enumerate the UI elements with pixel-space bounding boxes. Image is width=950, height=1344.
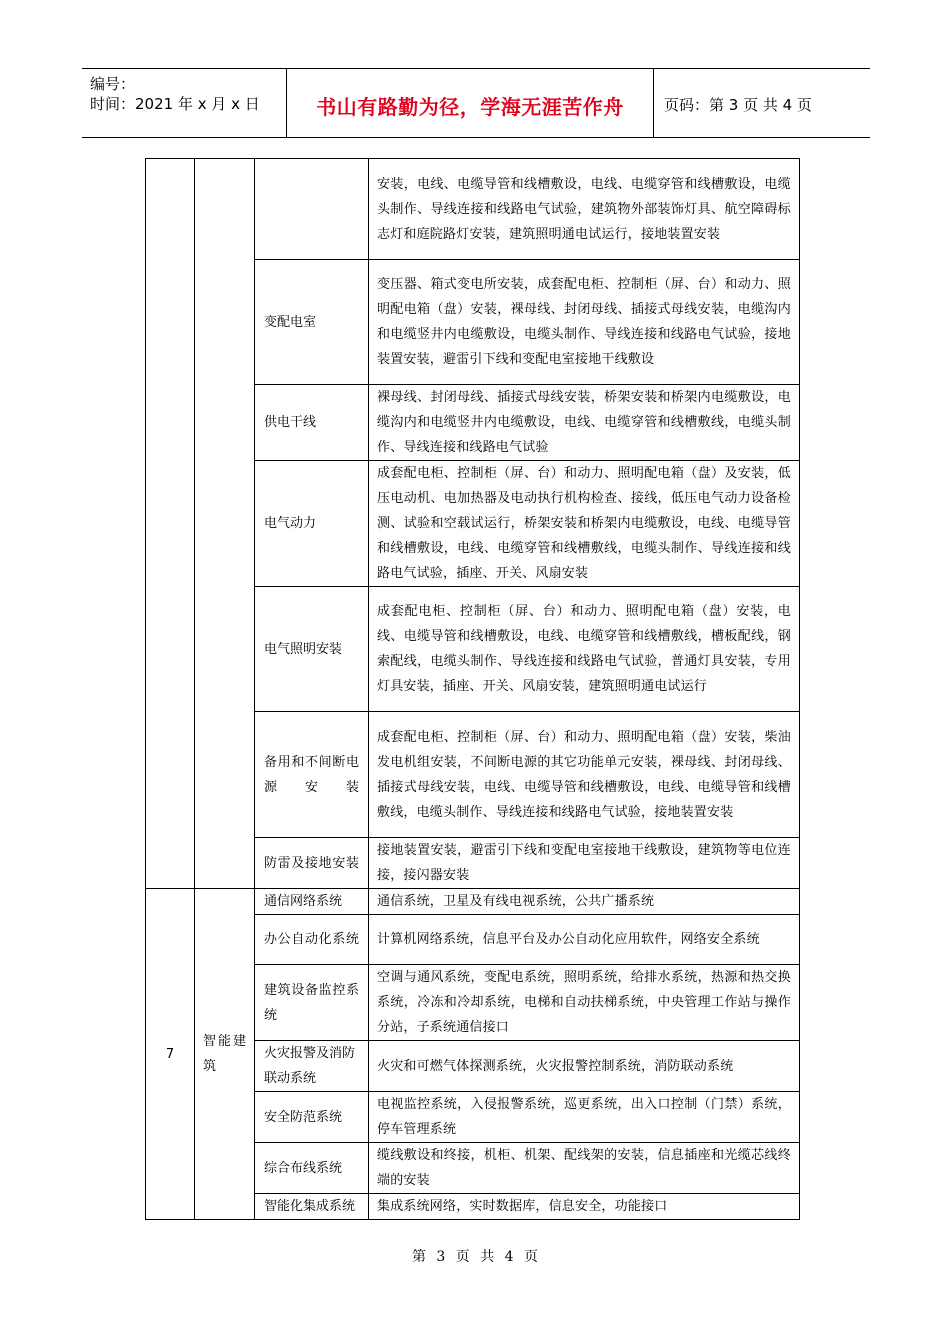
subdivision-content: 安装，电线、电缆导管和线槽敷设，电线、电缆穿管和线槽敷设，电缆头制作、导线连接和线路电气试验，建筑物外部装饰灯具、航空障碍标志灯和庭院路灯安装，建筑照明通电试运行，接地装置安装 xyxy=(369,159,800,260)
subdivision-content: 缆线敷设和终接，机柜、机架、配线架的安装，信息插座和光缆芯线终端的安装 xyxy=(369,1143,800,1194)
project-division-table xyxy=(145,158,800,1220)
subdivision-name: 电气动力 xyxy=(255,461,369,587)
subdivision-name: 备用和不间断电源安装 xyxy=(255,712,369,838)
header-info-cell xyxy=(82,69,287,137)
table-row xyxy=(146,889,800,915)
subdivision-content: 成套配电柜、控制柜（屏、台）和动力、照明配电箱（盘）及安装，低压电动机、电加热器及电动执行机构检查、接线，低压电气动力设备检测、试验和空载试运行，桥架安装和桥架内电缆敷设，电线、电缆导管和线槽敷设，电线、电缆穿管和线槽敷线，电缆头制作、导线连接和线路电气试验，插座、开关、风扇安装 xyxy=(369,461,800,587)
page-header xyxy=(82,68,870,138)
subdivision-content: 通信系统，卫星及有线电视系统，公共广播系统 xyxy=(369,889,800,915)
subdivision-content: 成套配电柜、控制柜（屏、台）和动力、照明配电箱（盘）安装，柴油发电机组安装，不间断电源的其它功能单元安装，裸母线、封闭母线、插接式母线安装，电线、电缆导管和线槽敷设，电线、电缆导管和线槽敷线，电缆头制作、导线连接和线路电气试验，接地装置安装 xyxy=(369,712,800,838)
header-page-number: 页码：第 3 页 共 4 页 xyxy=(664,96,812,114)
subdivision-content: 接地装置安装，避雷引下线和变配电室接地干线敷设，建筑物等电位连接，接闪器安装 xyxy=(369,838,800,889)
subdivision-content: 计算机网络系统，信息平台及办公自动化应用软件，网络安全系统 xyxy=(369,915,800,965)
subdivision-name: 综合布线系统 xyxy=(255,1143,369,1194)
section-category-cell xyxy=(195,159,255,889)
section-category: 智能建筑 xyxy=(195,889,255,1220)
header-code: 编号： xyxy=(90,75,136,93)
subdivision-name: 安全防范系统 xyxy=(255,1092,369,1143)
header-motto-cell xyxy=(287,69,654,137)
subdivision-name: 办公自动化系统 xyxy=(255,915,369,965)
subdivision-content: 集成系统网络，实时数据库，信息安全，功能接口 xyxy=(369,1194,800,1220)
subdivision-name xyxy=(255,159,369,260)
header-page-cell xyxy=(654,69,870,137)
subdivision-name: 变配电室 xyxy=(255,260,369,385)
subdivision-content: 成套配电柜、控制柜（屏、台）和动力、照明配电箱（盘）安装，电线、电缆导管和线槽敷设，电线、电缆穿管和线槽敷线，槽板配线，钢索配线，电缆头制作、导线连接和线路电气试验，普通灯具安装，专用灯具安装，插座、开关、风扇安装，建筑照明通电试运行 xyxy=(369,587,800,712)
subdivision-content: 电视监控系统，入侵报警系统，巡更系统，出入口控制（门禁）系统，停车管理系统 xyxy=(369,1092,800,1143)
table-row xyxy=(146,159,800,260)
subdivision-name: 智能化集成系统 xyxy=(255,1194,369,1220)
subdivision-name: 防雷及接地安装 xyxy=(255,838,369,889)
header-time: 时间：2021 年 x 月 x 日 xyxy=(90,95,260,113)
subdivision-name: 供电干线 xyxy=(255,385,369,461)
page-footer: 第 3 页 共 4 页 xyxy=(411,1249,539,1265)
subdivision-name: 建筑设备监控系统 xyxy=(255,965,369,1041)
subdivision-name: 火灾报警及消防联动系统 xyxy=(255,1041,369,1092)
subdivision-content: 裸母线、封闭母线、插接式母线安装，桥架安装和桥架内电缆敷设，电缆沟内和电缆竖井内电缆敷设，电线、电缆穿管和线槽敷线，电缆头制作、导线连接和线路电气试验 xyxy=(369,385,800,461)
section-number-cell xyxy=(146,159,195,889)
header-motto: 书山有路勤为径，学海无涯苦作舟 xyxy=(316,95,624,119)
subdivision-name: 通信网络系统 xyxy=(255,889,369,915)
section-number: 7 xyxy=(146,889,195,1220)
subdivision-content: 火灾和可燃气体探测系统，火灾报警控制系统，消防联动系统 xyxy=(369,1041,800,1092)
subdivision-name: 电气照明安装 xyxy=(255,587,369,712)
subdivision-content: 变压器、箱式变电所安装，成套配电柜、控制柜（屏、台）和动力、照明配电箱（盘）安装，裸母线、封闭母线、插接式母线安装，电缆沟内和电缆竖井内电缆敷设，电缆头制作、导线连接和线路电气试验，接地装置安装，避雷引下线和变配电室接地干线敷设 xyxy=(369,260,800,385)
subdivision-content: 空调与通风系统，变配电系统，照明系统，给排水系统，热源和热交换系统，冷冻和冷却系统，电梯和自动扶梯系统，中央管理工作站与操作分站，子系统通信接口 xyxy=(369,965,800,1041)
